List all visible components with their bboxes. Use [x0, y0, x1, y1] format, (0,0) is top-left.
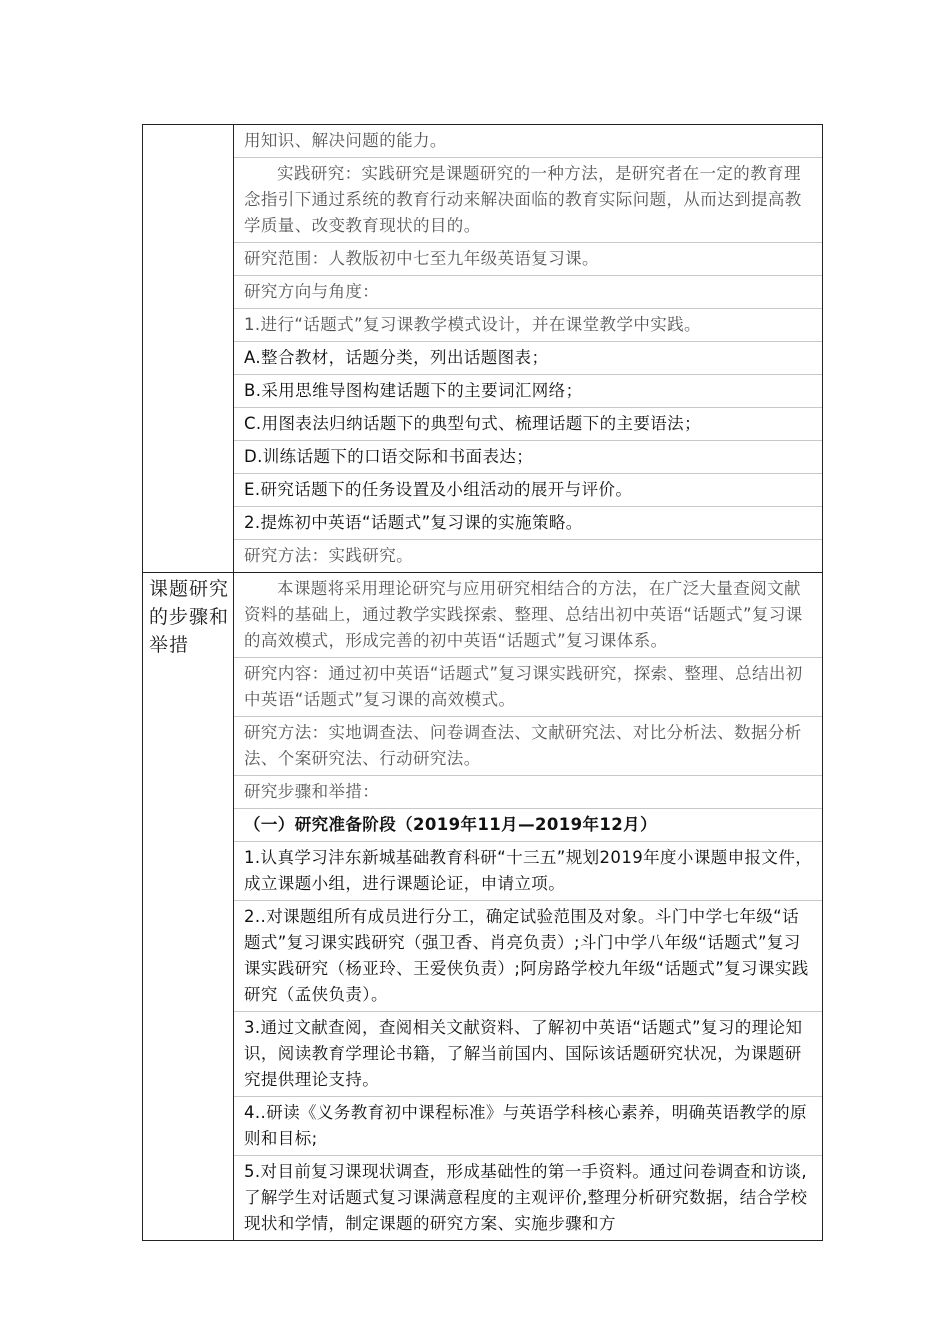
paragraph: 2..对课题组所有成员进行分工，确定试验范围及对象。斗门中学七年级“话题式”复习课实践研究（强卫香、肖亮负责）;斗门中学八年级“话题式”复习课实践研究（杨亚玲、王爱侠负责）;阿房路学校九年级“话题式”复习课实践研究（孟侠负责）。	[234, 901, 822, 1012]
research-plan-table	[142, 124, 823, 1241]
paragraph: 研究方向与角度：	[234, 276, 822, 309]
stage-heading: （一）研究准备阶段（2019年11月—2019年12月）	[234, 809, 822, 842]
paragraph: 研究范围：人教版初中七至九年级英语复习课。	[234, 243, 822, 276]
paragraph: B.采用思维导图构建话题下的主要词汇网络；	[234, 375, 822, 408]
row-label-cell	[143, 125, 234, 573]
paragraph: C.用图表法归纳话题下的典型句式、梳理话题下的主要语法；	[234, 408, 822, 441]
row-label: 课题研究的步骤和举措	[149, 578, 230, 656]
paragraph: 研究方法：实地调查法、问卷调查法、文献研究法、对比分析法、数据分析法、个案研究法、行动研究法。	[234, 717, 822, 776]
paragraph: 1.进行“话题式”复习课教学模式设计，并在课堂教学中实践。	[234, 309, 822, 342]
table-row	[143, 573, 823, 1241]
paragraph: 研究步骤和举措：	[234, 776, 822, 809]
paragraph: 2.提炼初中英语“话题式”复习课的实施策略。	[234, 507, 822, 540]
paragraph: 4..研读《义务教育初中课程标准》与英语学科核心素养，明确英语教学的原则和目标;	[234, 1097, 822, 1156]
content-cell	[234, 125, 823, 573]
table-row	[143, 125, 823, 573]
paragraph: 本课题将采用理论研究与应用研究相结合的方法，在广泛大量查阅文献资料的基础上，通过教学实践探索、整理、总结出初中英语“话题式”复习课的高效模式，形成完善的初中英语“话题式”复习课体系。	[234, 573, 822, 658]
paragraph: 实践研究：实践研究是课题研究的一种方法，是研究者在一定的教育理念指引下通过系统的教育行动来解决面临的教育实际问题，从而达到提高教学质量、改变教育现状的目的。	[234, 158, 822, 243]
paragraph: 1.认真学习沣东新城基础教育科研“十三五”规划2019年度小课题申报文件，成立课题小组，进行课题论证，申请立项。	[234, 842, 822, 901]
paragraph: D.训练话题下的口语交际和书面表达；	[234, 441, 822, 474]
paragraph: A.整合教材，话题分类，列出话题图表；	[234, 342, 822, 375]
row-label-cell	[143, 573, 234, 1241]
paragraph: 研究方法：实践研究。	[244, 546, 413, 565]
paragraph: 3.通过文献查阅，查阅相关文献资料、了解初中英语“话题式”复习的理论知识，阅读教育学理论书籍，了解当前国内、国际该话题研究状况，为课题研究提供理论支持。	[234, 1012, 822, 1097]
paragraph: E.研究话题下的任务设置及小组活动的展开与评价。	[234, 474, 822, 507]
paragraph: 用知识、解决问题的能力。	[234, 125, 822, 158]
paragraph: 研究内容：通过初中英语“话题式”复习课实践研究，探索、整理、总结出初中英语“话题式”复习课的高效模式。	[234, 658, 822, 717]
content-cell	[234, 573, 823, 1241]
paragraph: 5.对目前复习课现状调查，形成基础性的第一手资料。通过问卷调查和访谈,了解学生对话题式复习课满意程度的主观评价,整理分析研究数据，结合学校现状和学情，制定课题的研究方案、实施步骤和方	[244, 1162, 808, 1233]
